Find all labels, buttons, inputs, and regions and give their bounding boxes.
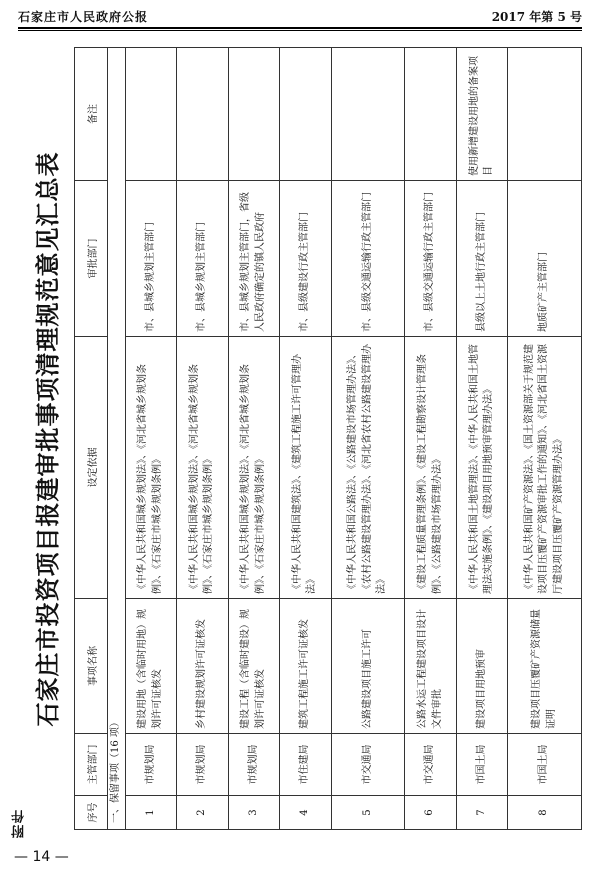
cell-dept: 市规划局 [125, 734, 177, 796]
cell-basis: 《中华人民共和国公路法》、《公路建设市场管理办法》、《农村公路建设管理办法》、《河北省农村公路建设管理办法》 [331, 337, 405, 599]
cell-dept: 市规划局 [177, 734, 229, 796]
cell-name: 建设用地（含临时用地）规划许可证核发 [125, 599, 177, 734]
document-title: 石家庄市投资项目报建审批事项清理规范意见汇总表 [33, 151, 62, 727]
header-rule-thin [18, 30, 582, 31]
header-rule [18, 27, 582, 29]
cell-note [228, 48, 280, 181]
cell-no: 3 [228, 796, 280, 830]
section-label: 一、保留事项（16 项） [108, 48, 126, 830]
summary-table [74, 47, 582, 830]
landscape-content [26, 48, 582, 830]
section-row [108, 48, 126, 830]
cell-dept: 市住建局 [280, 734, 332, 796]
cell-note [177, 48, 229, 181]
cell-no: 2 [177, 796, 229, 830]
cell-basis: 《中华人民共和国土地管理法》、《中华人民共和国土地管理法实施条例》、《建设项目用地预审管理办法》 [456, 337, 508, 599]
cell-basis: 《建设工程质量管理条例》、《建设工程勘察设计管理条例》、《公路建设市场管理办法》 [405, 337, 457, 599]
cell-basis: 《中华人民共和国矿产资源法》、《国土资源部关于规范建设项目压覆矿产资源审批工作的通知》、《河北省国土资源厅建设项目压覆矿产资源管理办法》 [508, 337, 582, 599]
cell-note [280, 48, 332, 181]
table-row [125, 48, 177, 830]
cell-authority: 地质矿产主管部门 [508, 181, 582, 337]
column-header: 备注 [75, 48, 108, 181]
cell-dept: 市国土局 [456, 734, 508, 796]
cell-basis: 《中华人民共和国城乡规划法》、《河北省城乡规划条例》、《石家庄市城乡规划条例》 [228, 337, 280, 599]
column-header: 事项名称 [75, 599, 108, 734]
table-row [508, 48, 582, 830]
cell-name: 建设工程（含临时建设）规划许可证核发 [228, 599, 280, 734]
cell-basis: 《中华人民共和国城乡规划法》、《河北省城乡规划条例》、《石家庄市城乡规划条例》 [125, 337, 177, 599]
cell-no: 5 [331, 796, 405, 830]
page-number: — 14 — [14, 849, 69, 865]
cell-dept: 市规划局 [228, 734, 280, 796]
rotated-table-area [26, 48, 582, 830]
cell-name: 建设项目用地预审 [456, 599, 508, 734]
cell-authority: 市、县城乡规划主管部门，省级人民政府确定的镇人民政府 [228, 181, 280, 337]
cell-dept: 市交通局 [405, 734, 457, 796]
cell-name: 公路建设项目施工许可 [331, 599, 405, 734]
cell-no: 7 [456, 796, 508, 830]
column-header: 主管部门 [75, 734, 108, 796]
cell-name: 公路水运工程建设项目设计文件审批 [405, 599, 457, 734]
page-header [18, 0, 582, 32]
cell-note: 使用新增建设用地的备案项目 [456, 48, 508, 181]
cell-dept: 市国土局 [508, 734, 582, 796]
table-row [331, 48, 405, 830]
cell-no: 4 [280, 796, 332, 830]
cell-note [405, 48, 457, 181]
cell-no: 8 [508, 796, 582, 830]
cell-authority: 市、县级建设行政主管部门 [280, 181, 332, 337]
cell-note [125, 48, 177, 181]
attachment-label: 附件 [12, 808, 27, 838]
cell-name: 建筑工程施工许可证核发 [280, 599, 332, 734]
column-header: 序号 [75, 796, 108, 830]
cell-basis: 《中华人民共和国建筑法》、《建筑工程施工许可管理办法》 [280, 337, 332, 599]
table-row [280, 48, 332, 830]
table-row [177, 48, 229, 830]
cell-no: 1 [125, 796, 177, 830]
cell-name: 乡村建设规划许可证核发 [177, 599, 229, 734]
cell-no: 6 [405, 796, 457, 830]
table-header-row [75, 48, 108, 830]
cell-note [508, 48, 582, 181]
cell-name: 建设项目压覆矿产资源储量证明 [508, 599, 582, 734]
cell-authority: 市、县城乡规划主管部门 [125, 181, 177, 337]
cell-basis: 《中华人民共和国城乡规划法》、《河北省城乡规划条例》、《石家庄市城乡规划条例》 [177, 337, 229, 599]
cell-authority: 市、县级交通运输行政主管部门 [331, 181, 405, 337]
cell-authority: 市、县级交通运输行政主管部门 [405, 181, 457, 337]
column-header: 审批部门 [75, 181, 108, 337]
cell-note [331, 48, 405, 181]
issue-number: 2017 年第 5 号 [491, 10, 582, 24]
table-row [456, 48, 508, 830]
column-header: 设定依据 [75, 337, 108, 599]
cell-authority: 市、县城乡规划主管部门 [177, 181, 229, 337]
table-row [228, 48, 280, 830]
table-row [405, 48, 457, 830]
cell-dept: 市交通局 [331, 734, 405, 796]
gazette-title: 石家庄市人民政府公报 [18, 10, 149, 24]
cell-authority: 县级以上土地行政主管部门 [456, 181, 508, 337]
